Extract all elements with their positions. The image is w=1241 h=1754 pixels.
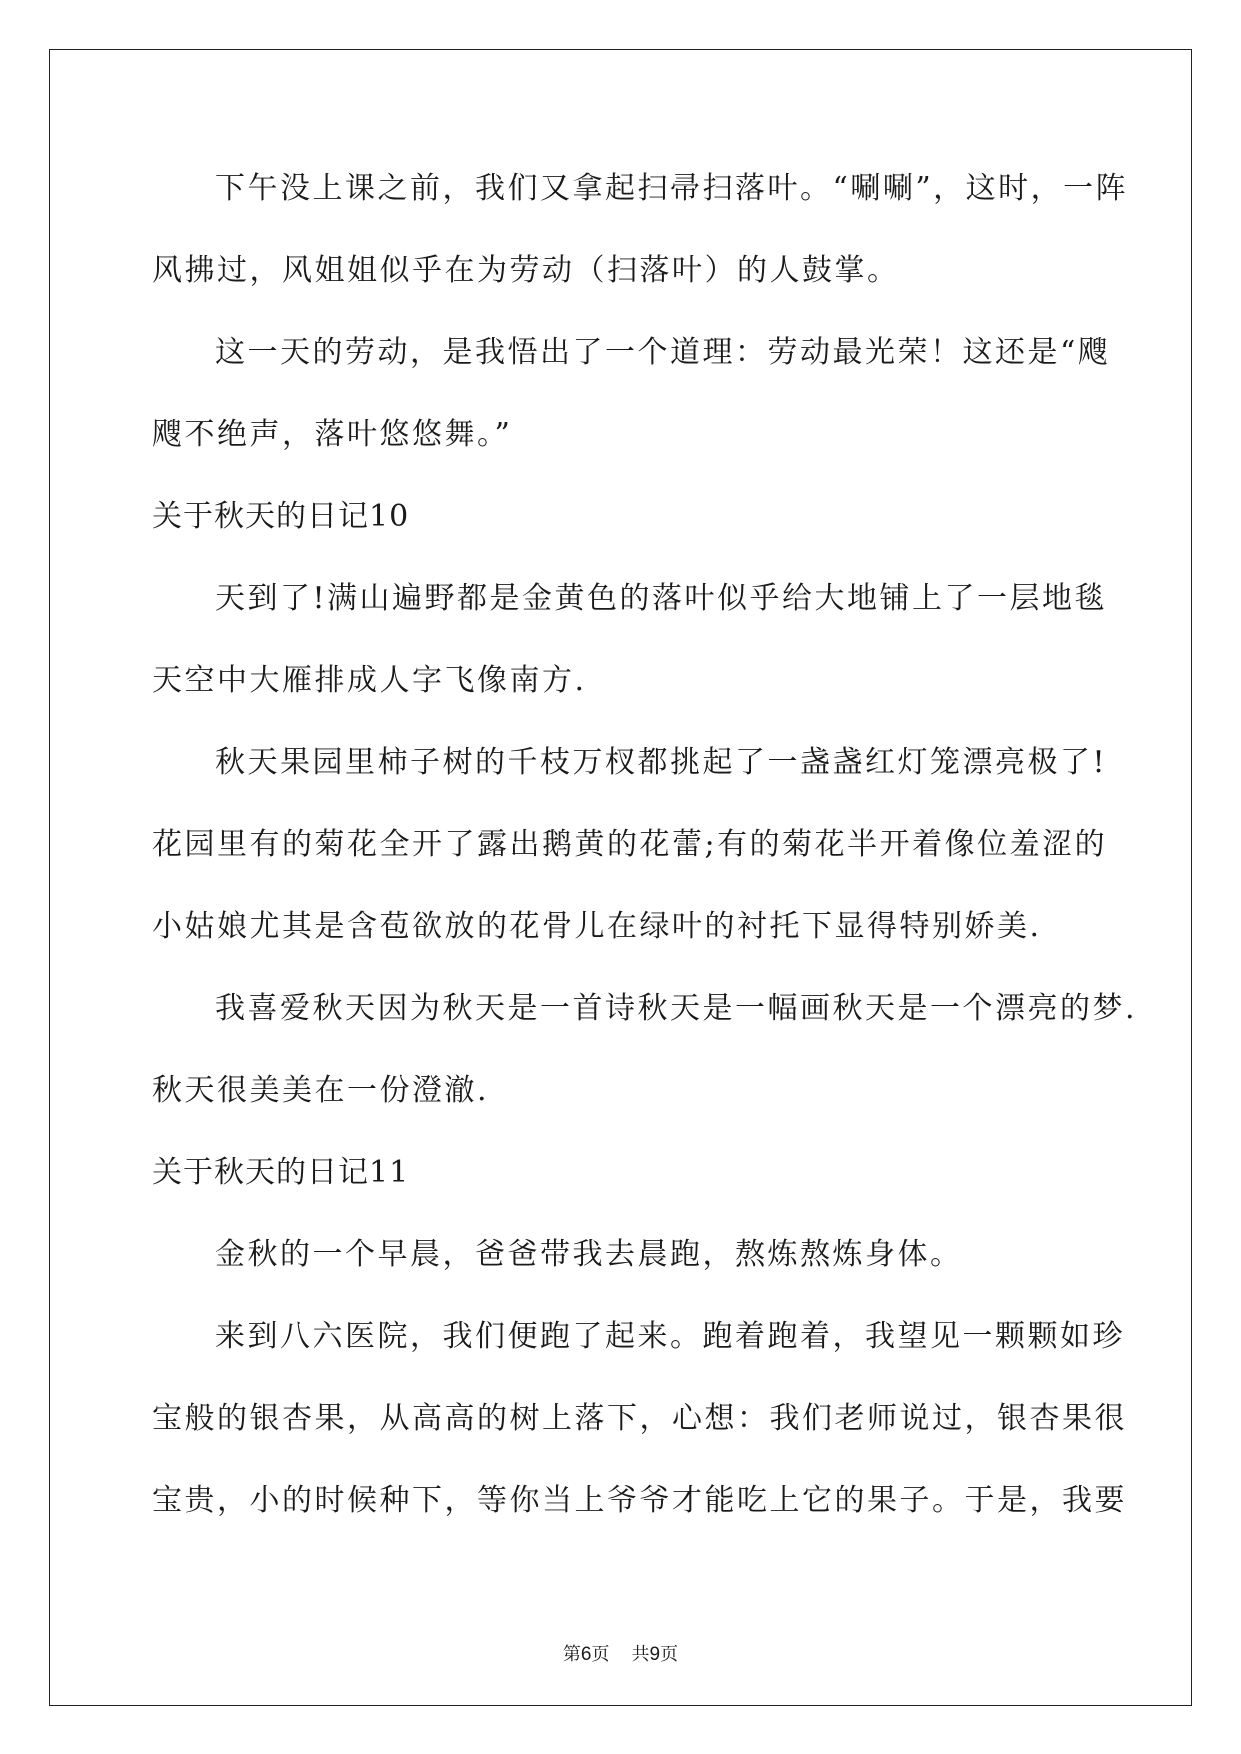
paragraph-line: 我喜爱秋天因为秋天是一首诗秋天是一幅画秋天是一个漂亮的梦. bbox=[215, 991, 1138, 1026]
paragraph-line: 花园里有的菊花全开了露出鹅黄的花蕾;有的菊花半开着像位羞涩的 bbox=[152, 827, 1108, 862]
current-page-number: 6 bbox=[580, 1644, 592, 1665]
footer-page-suffix: 页 bbox=[591, 1644, 610, 1665]
paragraph-line: 下午没上课之前，我们又拿起扫帚扫落叶。“唰唰”，这时，一阵 bbox=[215, 171, 1129, 206]
footer-page-prefix: 第 bbox=[562, 1644, 581, 1665]
paragraph-line: 天到了!满山遍野都是金黄色的落叶似乎给大地铺上了一层地毯 bbox=[215, 581, 1108, 616]
paragraph-line: 风拂过，风姐姐似乎在为劳动（扫落叶）的人鼓掌。 bbox=[152, 253, 900, 288]
page-border bbox=[49, 49, 1192, 1706]
paragraph-line: 秋天果园里柿子树的千枝万杈都挑起了一盏盏红灯笼漂亮极了! bbox=[215, 745, 1108, 780]
paragraph-line: 秋天很美美在一份澄澈. bbox=[152, 1073, 490, 1108]
footer-total-suffix: 页 bbox=[660, 1644, 679, 1665]
paragraph-line: 飕不绝声，落叶悠悠舞。” bbox=[152, 417, 513, 452]
section-heading: 关于秋天的日记10 bbox=[152, 499, 410, 534]
paragraph-line: 天空中大雁排成人字飞像南方. bbox=[152, 663, 587, 698]
paragraph-line: 宝般的银杏果，从高高的树上落下，心想：我们老师说过，银杏果很 bbox=[152, 1401, 1127, 1436]
paragraph-line: 来到八六医院，我们便跑了起来。跑着跑着，我望见一颗颗如珍 bbox=[215, 1319, 1125, 1354]
paragraph-line: 宝贵，小的时候种下，等你当上爷爷才能吃上它的果子。于是，我要 bbox=[152, 1483, 1127, 1518]
footer-total-prefix: 共 bbox=[631, 1644, 650, 1665]
total-page-count: 9 bbox=[649, 1644, 661, 1665]
page-footer bbox=[0, 1640, 1241, 1666]
section-heading: 关于秋天的日记11 bbox=[152, 1155, 410, 1190]
paragraph-line: 金秋的一个早晨，爸爸带我去晨跑，熬炼熬炼身体。 bbox=[215, 1237, 963, 1272]
paragraph-line: 这一天的劳动，是我悟出了一个道理：劳动最光荣！这还是“飕 bbox=[215, 335, 1111, 370]
paragraph-line: 小姑娘尤其是含苞欲放的花骨儿在绿叶的衬托下显得特别娇美. bbox=[152, 909, 1042, 944]
